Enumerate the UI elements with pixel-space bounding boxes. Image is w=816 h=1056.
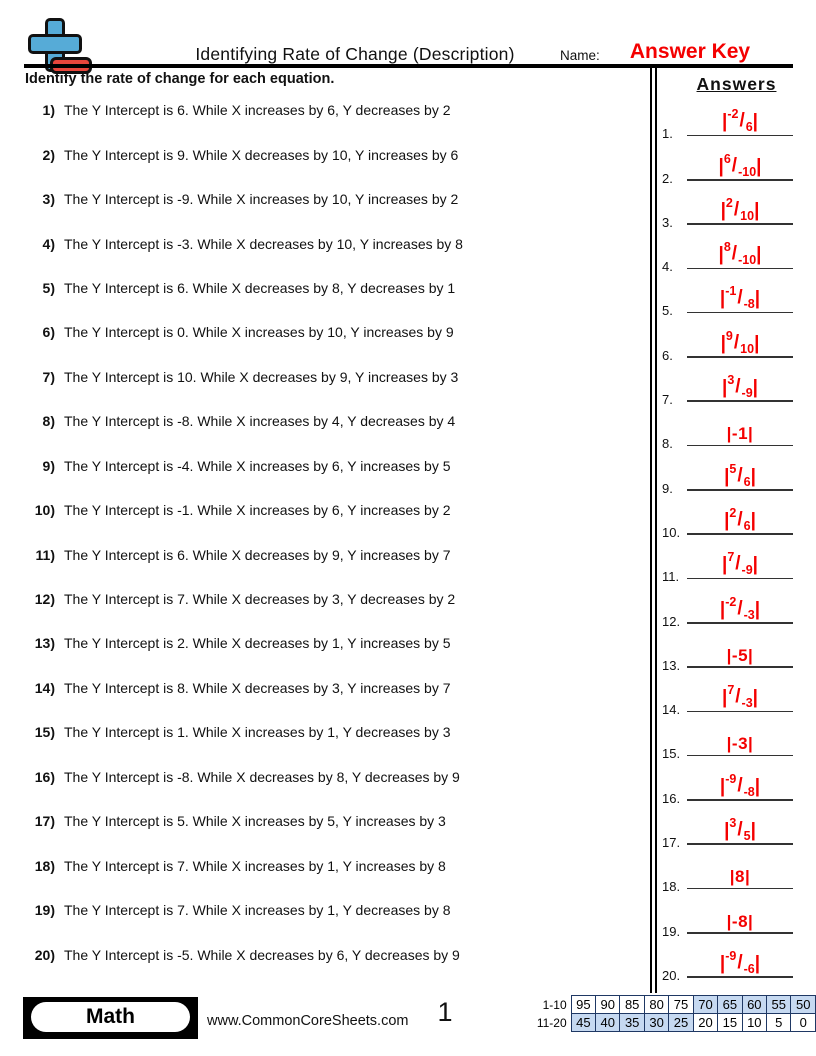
instruction-text: Identify the rate of change for each equation. xyxy=(25,71,335,87)
page-number: 1 xyxy=(437,997,453,1027)
question-number: 16) xyxy=(34,768,55,785)
score-cell: 80 xyxy=(644,996,668,1014)
website-url: www.CommonCoreSheets.com xyxy=(207,1013,409,1029)
answer-number: 4. xyxy=(662,259,673,275)
answer-blank-line xyxy=(687,400,793,402)
answer-blank-line xyxy=(687,533,793,535)
score-cell: 75 xyxy=(669,996,693,1014)
answer-row xyxy=(657,189,816,233)
score-cell: 85 xyxy=(620,996,644,1014)
answers-column xyxy=(657,68,816,983)
question-row xyxy=(25,843,640,887)
answer-value: |-1| xyxy=(726,424,754,444)
answer-row xyxy=(657,809,816,853)
question-number: 20) xyxy=(34,946,55,963)
answer-value: |-8| xyxy=(726,911,754,931)
answer-blank-line xyxy=(687,223,793,225)
score-cell: 70 xyxy=(693,996,717,1014)
question-row xyxy=(25,399,640,443)
answer-row xyxy=(657,277,816,321)
answer-blank-line xyxy=(687,445,793,447)
question-text: The Y Intercept is -4. While X increases by 6, Y increases by 5 xyxy=(64,457,451,474)
question-text: The Y Intercept is -8. While X decreases by 8, Y decreases by 9 xyxy=(64,768,460,785)
answer-number: 10. xyxy=(662,524,681,540)
answer-number: 9. xyxy=(662,480,673,496)
question-number: 8) xyxy=(42,413,55,430)
question-text: The Y Intercept is -3. While X decreases by 10, Y increases by 8 xyxy=(64,235,463,252)
question-number: 13) xyxy=(34,635,55,652)
question-number: 12) xyxy=(34,591,55,608)
question-text: The Y Intercept is 2. While X decreases by 1, Y increases by 5 xyxy=(64,635,451,652)
name-label: Name: xyxy=(560,48,600,63)
question-row xyxy=(25,799,640,843)
question-text: The Y Intercept is 7. While X increases by 1, Y increases by 8 xyxy=(64,857,446,874)
answer-row xyxy=(657,410,816,454)
question-text: The Y Intercept is -9. While X increases by 10, Y increases by 2 xyxy=(64,191,459,208)
grading-row-1-10 xyxy=(532,996,816,1014)
subject-badge xyxy=(23,997,198,1039)
answer-blank-line xyxy=(687,711,793,713)
question-number: 17) xyxy=(34,813,55,830)
answer-blank-line xyxy=(687,976,793,978)
question-row xyxy=(25,221,640,265)
grading-table xyxy=(532,995,816,1032)
answer-number: 15. xyxy=(662,746,681,762)
answer-number: 11. xyxy=(662,569,680,585)
question-number: 3) xyxy=(42,191,55,208)
question-row xyxy=(25,888,640,932)
question-number: 6) xyxy=(42,324,55,341)
answer-value: $|^7/_{-9}|$ xyxy=(721,550,758,578)
question-text: The Y Intercept is 6. While X decreases by 9, Y increases by 7 xyxy=(64,546,451,563)
questions-list xyxy=(25,88,640,977)
answer-value: |8| xyxy=(729,867,751,887)
answer-value: $|^2/_6|$ xyxy=(724,505,756,533)
question-row xyxy=(25,621,640,665)
answer-value: $|^{-1}/_{-8}|$ xyxy=(719,284,761,312)
answer-row xyxy=(657,543,816,587)
answer-blank-line xyxy=(687,932,793,934)
subject-badge-label: Math xyxy=(31,1002,190,1032)
question-row xyxy=(25,577,640,621)
question-number: 9) xyxy=(42,457,55,474)
question-row xyxy=(25,444,640,488)
answer-number: 16. xyxy=(662,790,681,806)
question-row xyxy=(25,177,640,221)
score-cell: 45 xyxy=(571,1014,595,1032)
question-row xyxy=(25,310,640,354)
score-cell: 0 xyxy=(791,1014,816,1032)
answer-row xyxy=(657,454,816,498)
answer-blank-line xyxy=(687,489,793,491)
answer-number: 17. xyxy=(662,835,681,851)
answer-value: $|^{-9}/_{-8}|$ xyxy=(719,771,761,799)
grading-row-label: 1-10 xyxy=(542,997,567,1012)
question-row xyxy=(25,755,640,799)
answer-row xyxy=(657,499,816,543)
answer-blank-line xyxy=(687,666,793,668)
answer-number: 12. xyxy=(662,613,681,629)
question-row xyxy=(25,666,640,710)
answer-value: $|^7/_{-3}|$ xyxy=(721,683,758,711)
answer-number: 18. xyxy=(662,879,681,895)
plus-icon xyxy=(28,34,82,54)
question-text: The Y Intercept is -5. While X decreases by 6, Y decreases by 9 xyxy=(64,946,460,963)
answer-value: $|^3/_{-9}|$ xyxy=(721,373,758,401)
page-title: Identifying Rate of Change (Description) xyxy=(195,44,515,64)
question-number: 2) xyxy=(42,146,55,163)
question-number: 5) xyxy=(42,279,55,296)
answer-value: |-5| xyxy=(726,645,754,665)
answer-number: 14. xyxy=(662,702,681,718)
answer-row xyxy=(657,233,816,277)
question-text: The Y Intercept is 1. While X increases by 1, Y decreases by 3 xyxy=(64,724,451,741)
answer-value: $|^{-2}/_{-3}|$ xyxy=(719,594,761,622)
answer-blank-line xyxy=(687,312,793,314)
answer-value: $|^6/_{-10}|$ xyxy=(718,151,762,179)
answer-value: $|^8/_{-10}|$ xyxy=(718,240,762,268)
question-text: The Y Intercept is -8. While X increases by 4, Y decreases by 4 xyxy=(64,413,456,430)
answer-number: 1. xyxy=(662,126,673,142)
score-cell: 20 xyxy=(693,1014,717,1032)
answer-number: 6. xyxy=(662,347,673,363)
answer-number: 13. xyxy=(662,657,681,673)
answer-row xyxy=(657,897,816,941)
answer-number: 3. xyxy=(662,214,673,230)
answer-number: 8. xyxy=(662,436,673,452)
score-cell: 65 xyxy=(718,996,742,1014)
answer-blank-line xyxy=(687,888,793,890)
question-row xyxy=(25,932,640,976)
question-text: The Y Intercept is 8. While X decreases by 3, Y increases by 7 xyxy=(64,679,451,696)
score-cell: 95 xyxy=(571,996,595,1014)
answer-value: $|^5/_6|$ xyxy=(724,461,756,489)
score-cell: 90 xyxy=(596,996,620,1014)
answer-key-text: Answer Key xyxy=(629,40,751,63)
question-text: The Y Intercept is 7. While X increases by 1, Y decreases by 8 xyxy=(64,902,451,919)
answer-blank-line xyxy=(687,622,793,624)
question-row xyxy=(25,132,640,176)
question-number: 14) xyxy=(34,679,55,696)
answer-value: $|^{-9}/_{-6}|$ xyxy=(719,948,761,976)
answer-number: 20. xyxy=(662,967,681,983)
question-number: 11) xyxy=(35,546,55,563)
answer-blank-line xyxy=(687,799,793,801)
question-text: The Y Intercept is 9. While X decreases by 10, Y increases by 6 xyxy=(64,146,459,163)
score-cell: 50 xyxy=(791,996,816,1014)
answer-blank-line xyxy=(687,179,793,181)
question-number: 18) xyxy=(34,857,55,874)
question-number: 4) xyxy=(42,235,55,252)
question-number: 1) xyxy=(42,102,55,119)
answer-value: |-3| xyxy=(726,734,754,754)
score-cell: 40 xyxy=(596,1014,620,1032)
question-row xyxy=(25,355,640,399)
answers-heading: Answers xyxy=(696,74,777,94)
answer-row xyxy=(657,676,816,720)
question-row xyxy=(25,266,640,310)
answer-number: 7. xyxy=(662,392,673,408)
answer-number: 5. xyxy=(662,303,673,319)
answer-row xyxy=(657,853,816,897)
answer-row xyxy=(657,144,816,188)
answer-blank-line xyxy=(687,755,793,757)
answers-list xyxy=(657,100,816,986)
question-text: The Y Intercept is 6. While X decreases by 8, Y decreases by 1 xyxy=(64,279,456,296)
column-divider xyxy=(650,68,657,993)
answer-value: $|^2/_{10}|$ xyxy=(720,195,760,223)
question-row xyxy=(25,488,640,532)
answer-blank-line xyxy=(687,356,793,358)
question-number: 7) xyxy=(42,368,55,385)
question-number: 15) xyxy=(34,724,55,741)
answer-value: $|^3/_5|$ xyxy=(724,816,756,844)
question-number: 10) xyxy=(34,502,55,519)
question-text: The Y Intercept is -1. While X increases by 6, Y increases by 2 xyxy=(64,502,451,519)
question-text: The Y Intercept is 10. While X decreases by 9, Y increases by 3 xyxy=(64,368,459,385)
answer-row xyxy=(657,587,816,631)
answer-number: 2. xyxy=(662,170,673,186)
score-cell: 35 xyxy=(620,1014,644,1032)
score-cell: 60 xyxy=(742,996,766,1014)
question-text: The Y Intercept is 6. While X increases by 6, Y decreases by 2 xyxy=(64,102,451,119)
question-text: The Y Intercept is 5. While X increases by 5, Y increases by 3 xyxy=(64,813,446,830)
answer-blank-line xyxy=(687,268,793,270)
score-cell: 55 xyxy=(767,996,791,1014)
answer-value: $|^{-2}/_6|$ xyxy=(721,107,758,135)
question-row xyxy=(25,710,640,754)
answer-row xyxy=(657,100,816,144)
score-cell: 30 xyxy=(644,1014,668,1032)
answer-row xyxy=(657,764,816,808)
answer-row xyxy=(657,942,816,986)
grading-row-11-20 xyxy=(532,1014,816,1032)
question-row xyxy=(25,88,640,132)
score-cell: 10 xyxy=(742,1014,766,1032)
score-cell: 5 xyxy=(767,1014,791,1032)
answer-value: $|^9/_{10}|$ xyxy=(720,328,760,356)
answer-row xyxy=(657,321,816,365)
answer-blank-line xyxy=(687,578,793,580)
score-cell: 25 xyxy=(669,1014,693,1032)
answer-blank-line xyxy=(687,135,793,137)
answer-blank-line xyxy=(687,843,793,845)
grading-row-label: 11-20 xyxy=(536,1015,567,1030)
answer-row xyxy=(657,632,816,676)
question-number: 19) xyxy=(34,902,55,919)
answer-number: 19. xyxy=(662,923,681,939)
score-cell: 15 xyxy=(718,1014,742,1032)
question-text: The Y Intercept is 0. While X increases by 10, Y increases by 9 xyxy=(64,324,454,341)
question-text: The Y Intercept is 7. While X decreases by 3, Y decreases by 2 xyxy=(64,591,456,608)
question-row xyxy=(25,532,640,576)
answer-row xyxy=(657,720,816,764)
answer-row xyxy=(657,366,816,410)
